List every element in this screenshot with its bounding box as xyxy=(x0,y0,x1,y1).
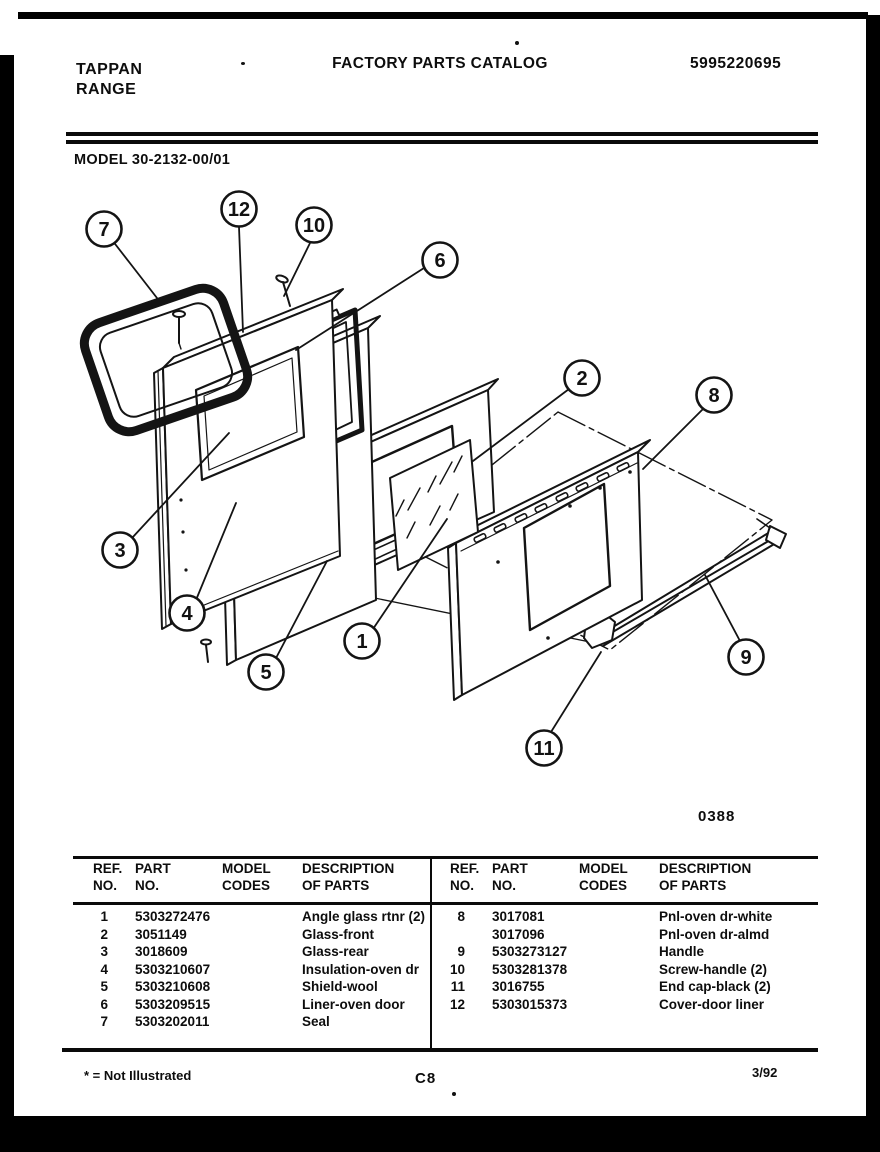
callout-3 xyxy=(103,533,138,568)
table-row: 5 5303210608 Shield-wool xyxy=(100,979,378,994)
col-header-ref: REF. xyxy=(93,861,123,876)
svg-text:3: 3 xyxy=(114,540,126,562)
table-row: 3 3018609 Glass-rear xyxy=(100,944,369,959)
callout-8 xyxy=(697,378,732,413)
table-row: 10 5303281378 Screw-handle (2) xyxy=(450,961,768,977)
col-header-part: PART xyxy=(135,861,171,876)
scan-speck xyxy=(515,41,519,45)
table-header xyxy=(93,860,450,877)
scan-speck xyxy=(241,62,245,65)
callout-7 xyxy=(87,212,122,247)
svg-text:1: 1 xyxy=(356,631,368,653)
col-header-model: MODEL xyxy=(222,861,271,876)
table-header: REF. PART MODEL DESCRIPTION xyxy=(450,861,752,876)
parts-table-left xyxy=(73,860,450,1031)
callout-5 xyxy=(249,655,284,690)
figure-code: 0388 xyxy=(698,808,736,825)
table-row: 9 5303273127 Handle xyxy=(457,944,705,959)
table-header: NO. NO. CODES OF PARTS xyxy=(93,878,370,893)
model-number: MODEL 30-2132-00/01 xyxy=(74,152,231,168)
header-rule-2 xyxy=(66,140,818,144)
page-code: C8 xyxy=(415,1070,437,1087)
date-code: 3/92 xyxy=(752,1065,778,1080)
header-rule-1 xyxy=(66,132,818,136)
table-row: 4 5303210607 Insulation-oven dr xyxy=(100,961,420,977)
table-row: 7 5303202011 Seal xyxy=(100,1014,330,1029)
table-row: 12 5303015373 Cover-door liner xyxy=(450,996,765,1012)
callout-6 xyxy=(423,243,458,278)
svg-text:6: 6 xyxy=(434,250,446,272)
table-row: 3017096 Pnl-oven dr-almd xyxy=(492,926,770,942)
svg-text:7: 7 xyxy=(98,219,110,241)
table-rule-bottom xyxy=(62,1048,818,1052)
callout-2 xyxy=(565,361,600,396)
brand-line-2: RANGE xyxy=(76,81,137,98)
svg-text:5: 5 xyxy=(260,662,272,684)
svg-text:12: 12 xyxy=(227,199,251,221)
svg-text:8: 8 xyxy=(708,385,720,407)
exploded-diagram xyxy=(0,170,880,850)
svg-text:2: 2 xyxy=(576,368,588,390)
scan-speck xyxy=(452,1092,456,1096)
svg-text:4: 4 xyxy=(181,603,193,625)
not-illustrated-note: * = Not Illustrated xyxy=(84,1068,192,1083)
screw xyxy=(201,640,211,663)
svg-text:11: 11 xyxy=(533,738,555,760)
table-rule-top xyxy=(73,856,818,859)
table-header: NO. NO. CODES OF PARTS xyxy=(450,878,727,893)
parts-table-right xyxy=(431,860,837,1013)
col-header-desc: DESCRIPTION xyxy=(302,861,395,876)
scan-border-bottom xyxy=(0,1116,880,1152)
table-row: 6 5303209515 Liner-oven door xyxy=(100,996,405,1012)
table-row: 1 5303272476 Angle glass rtnr (2) xyxy=(100,909,426,924)
callout-9 xyxy=(729,640,764,675)
svg-text:10: 10 xyxy=(302,215,326,237)
brand-line-1: TAPPAN xyxy=(76,61,143,78)
scan-border-top xyxy=(18,12,868,19)
doc-number: 5995220695 xyxy=(690,55,782,72)
page-title: FACTORY PARTS CATALOG xyxy=(332,55,548,72)
table-row: 2 3051149 Glass-front xyxy=(100,926,375,942)
callout-4 xyxy=(170,596,205,631)
callout-11 xyxy=(527,731,562,766)
callout-1 xyxy=(345,624,380,659)
callout-10 xyxy=(297,208,332,243)
screw xyxy=(173,311,185,349)
table-row: 11 3016755 End cap-black (2) xyxy=(450,979,771,994)
table-row: 8 3017081 Pnl-oven dr-white xyxy=(457,909,773,924)
callout-12 xyxy=(222,192,257,227)
svg-text:9: 9 xyxy=(740,647,752,669)
